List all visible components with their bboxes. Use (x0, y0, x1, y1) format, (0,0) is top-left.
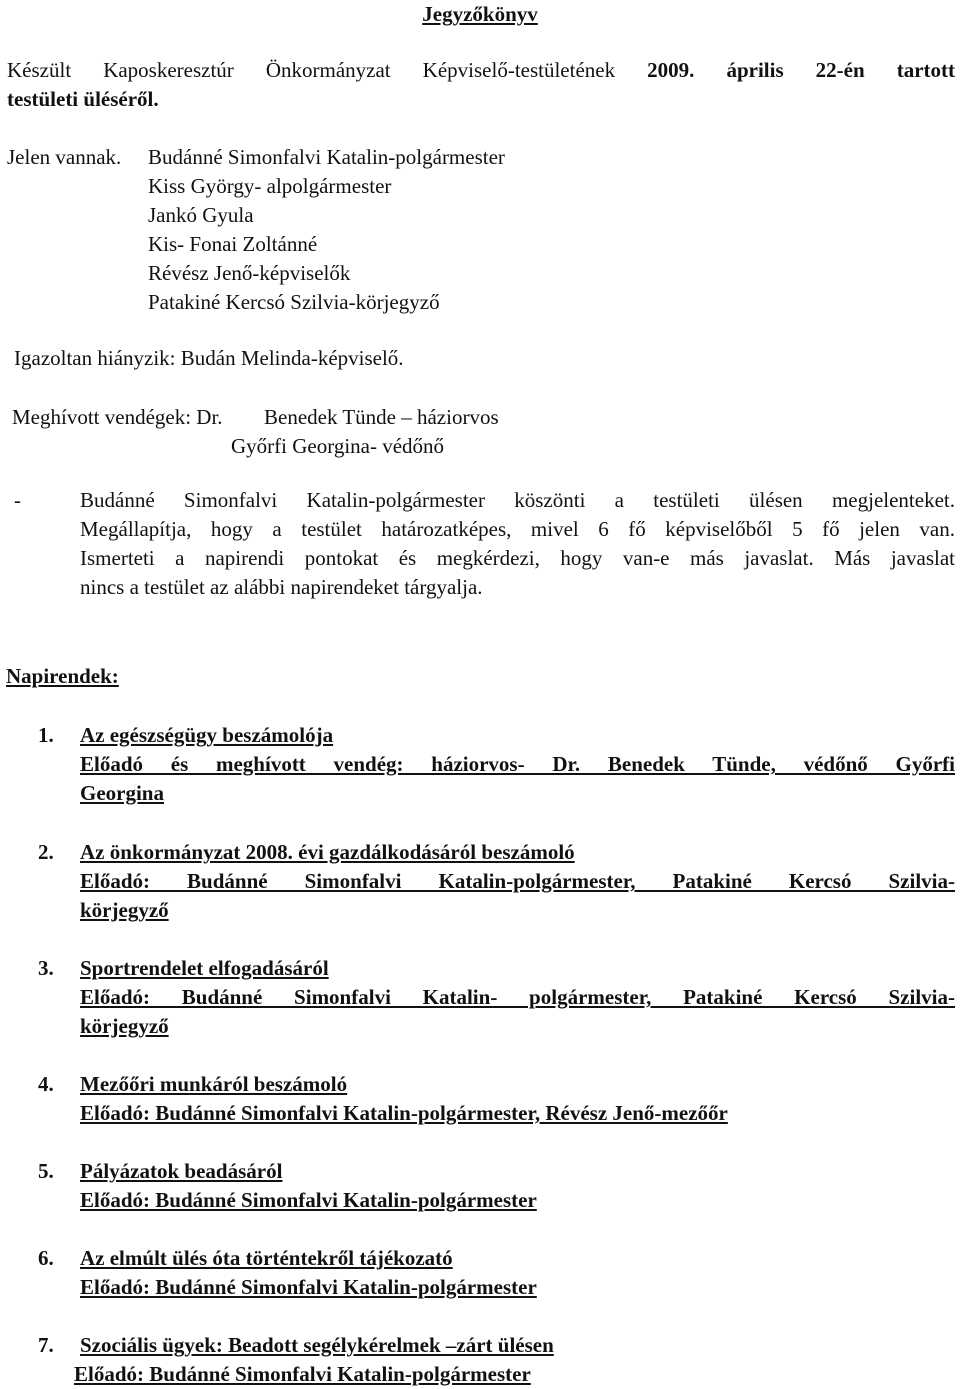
guest-1: Benedek Tünde – háziorvos (264, 405, 499, 429)
agenda-item-presenter: Előadó: Budánné Simonfalvi Katalin-polgármester (74, 1362, 531, 1386)
agenda-item-number: 3. (38, 956, 54, 980)
agenda-item-presenter: Előadó: Budánné Simonfalvi Katalin-polgármester, Révész Jenő-mezőőr (80, 1101, 728, 1125)
agenda-item-title: Az elmúlt ülés óta történtekről tájékozató (80, 1246, 453, 1270)
body-line: nincs a testület az alábbi napirendeket tárgyalja. (80, 575, 483, 599)
present-member: Patakiné Kercsó Szilvia-körjegyző (148, 290, 440, 314)
agenda-heading: Napirendek: (6, 664, 119, 688)
agenda-item-presenter: Georgina (80, 781, 164, 805)
agenda-item-presenter: körjegyző (80, 898, 169, 922)
agenda-item-presenter: Előadó: Budánné Simonfalvi Katalin-polgármester (80, 1188, 537, 1212)
absent-line: Igazoltan hiányzik: Budán Melinda-képviselő. (14, 346, 404, 370)
bullet-dash: - (14, 488, 21, 512)
agenda-item-number: 7. (38, 1333, 54, 1357)
agenda-item-number: 1. (38, 723, 54, 747)
agenda-item (80, 838, 955, 925)
agenda-item-title: Mezőőri munkáról beszámoló (80, 1072, 348, 1096)
agenda-item (80, 954, 955, 1041)
agenda-item-title: Pályázatok beadásáról (80, 1159, 283, 1183)
agenda-item-number: 5. (38, 1159, 54, 1183)
present-member: Kiss György- alpolgármester (148, 174, 392, 198)
present-member: Révész Jenő-képviselők (148, 261, 351, 285)
agenda-item-title: Az egészségügy beszámolója (80, 723, 334, 747)
intro-prefix: Készült Kaposkeresztúr Önkormányzat Képviselő-testületének (7, 58, 616, 82)
present-member: Jankó Gyula (148, 203, 254, 227)
present-list (148, 143, 505, 317)
guest-2: Győrfi Georgina- védőnő (231, 434, 445, 458)
document-title: Jegyzőkönyv (422, 2, 538, 26)
present-label: Jelen vannak. (7, 145, 122, 169)
agenda-item (80, 1070, 955, 1128)
body-line: Megállapítja, hogy a testület határozatképes, mivel 6 fő képviselőből 5 fő jelen van. (80, 517, 955, 541)
agenda-item-title: Szociális ügyek: Beadott segélykérelmek –zárt ülésen (80, 1333, 554, 1357)
agenda-item-number: 4. (38, 1072, 54, 1096)
present-member: Kis- Fonai Zoltánné (148, 232, 318, 256)
agenda-item-presenter: Előadó és meghívott vendég: háziorvos- Dr. Benedek Tünde, védőnő Győrfi (80, 752, 955, 776)
intro-line (7, 56, 955, 85)
body-paragraph (80, 486, 955, 602)
intro-line-2: testületi üléséről. (7, 87, 159, 111)
agenda-item-title: Az önkormányzat 2008. évi gazdálkodásáról beszámoló (80, 840, 575, 864)
agenda-item-presenter: Előadó: Budánné Simonfalvi Katalin-polgármester, Patakiné Kercsó Szilvia- (80, 869, 955, 893)
present-member: Budánné Simonfalvi Katalin-polgármester (148, 145, 505, 169)
agenda-item-number: 2. (38, 840, 54, 864)
body-line: Ismerteti a napirendi pontokat és megkérdezi, hogy van-e más javaslat. Más javaslat (80, 546, 955, 570)
agenda-item-presenter: Előadó: Budánné Simonfalvi Katalin-polgármester (80, 1275, 537, 1299)
guests-label: Meghívott vendégek: Dr. (12, 405, 223, 429)
agenda-item (80, 1157, 955, 1215)
agenda-item (74, 1331, 955, 1389)
agenda-item-presenter: Előadó: Budánné Simonfalvi Katalin- polgármester, Patakiné Kercsó Szilvia- (80, 985, 955, 1009)
intro-date: 2009. április 22-én tartott (647, 58, 955, 82)
agenda-item (80, 1244, 955, 1302)
body-line: Budánné Simonfalvi Katalin-polgármester köszönti a testületi ülésen megjelenteket. (80, 488, 955, 512)
agenda-item-presenter: körjegyző (80, 1014, 169, 1038)
agenda-item (80, 721, 955, 808)
agenda-item-number: 6. (38, 1246, 54, 1270)
agenda-item-title: Sportrendelet elfogadásáról (80, 956, 329, 980)
